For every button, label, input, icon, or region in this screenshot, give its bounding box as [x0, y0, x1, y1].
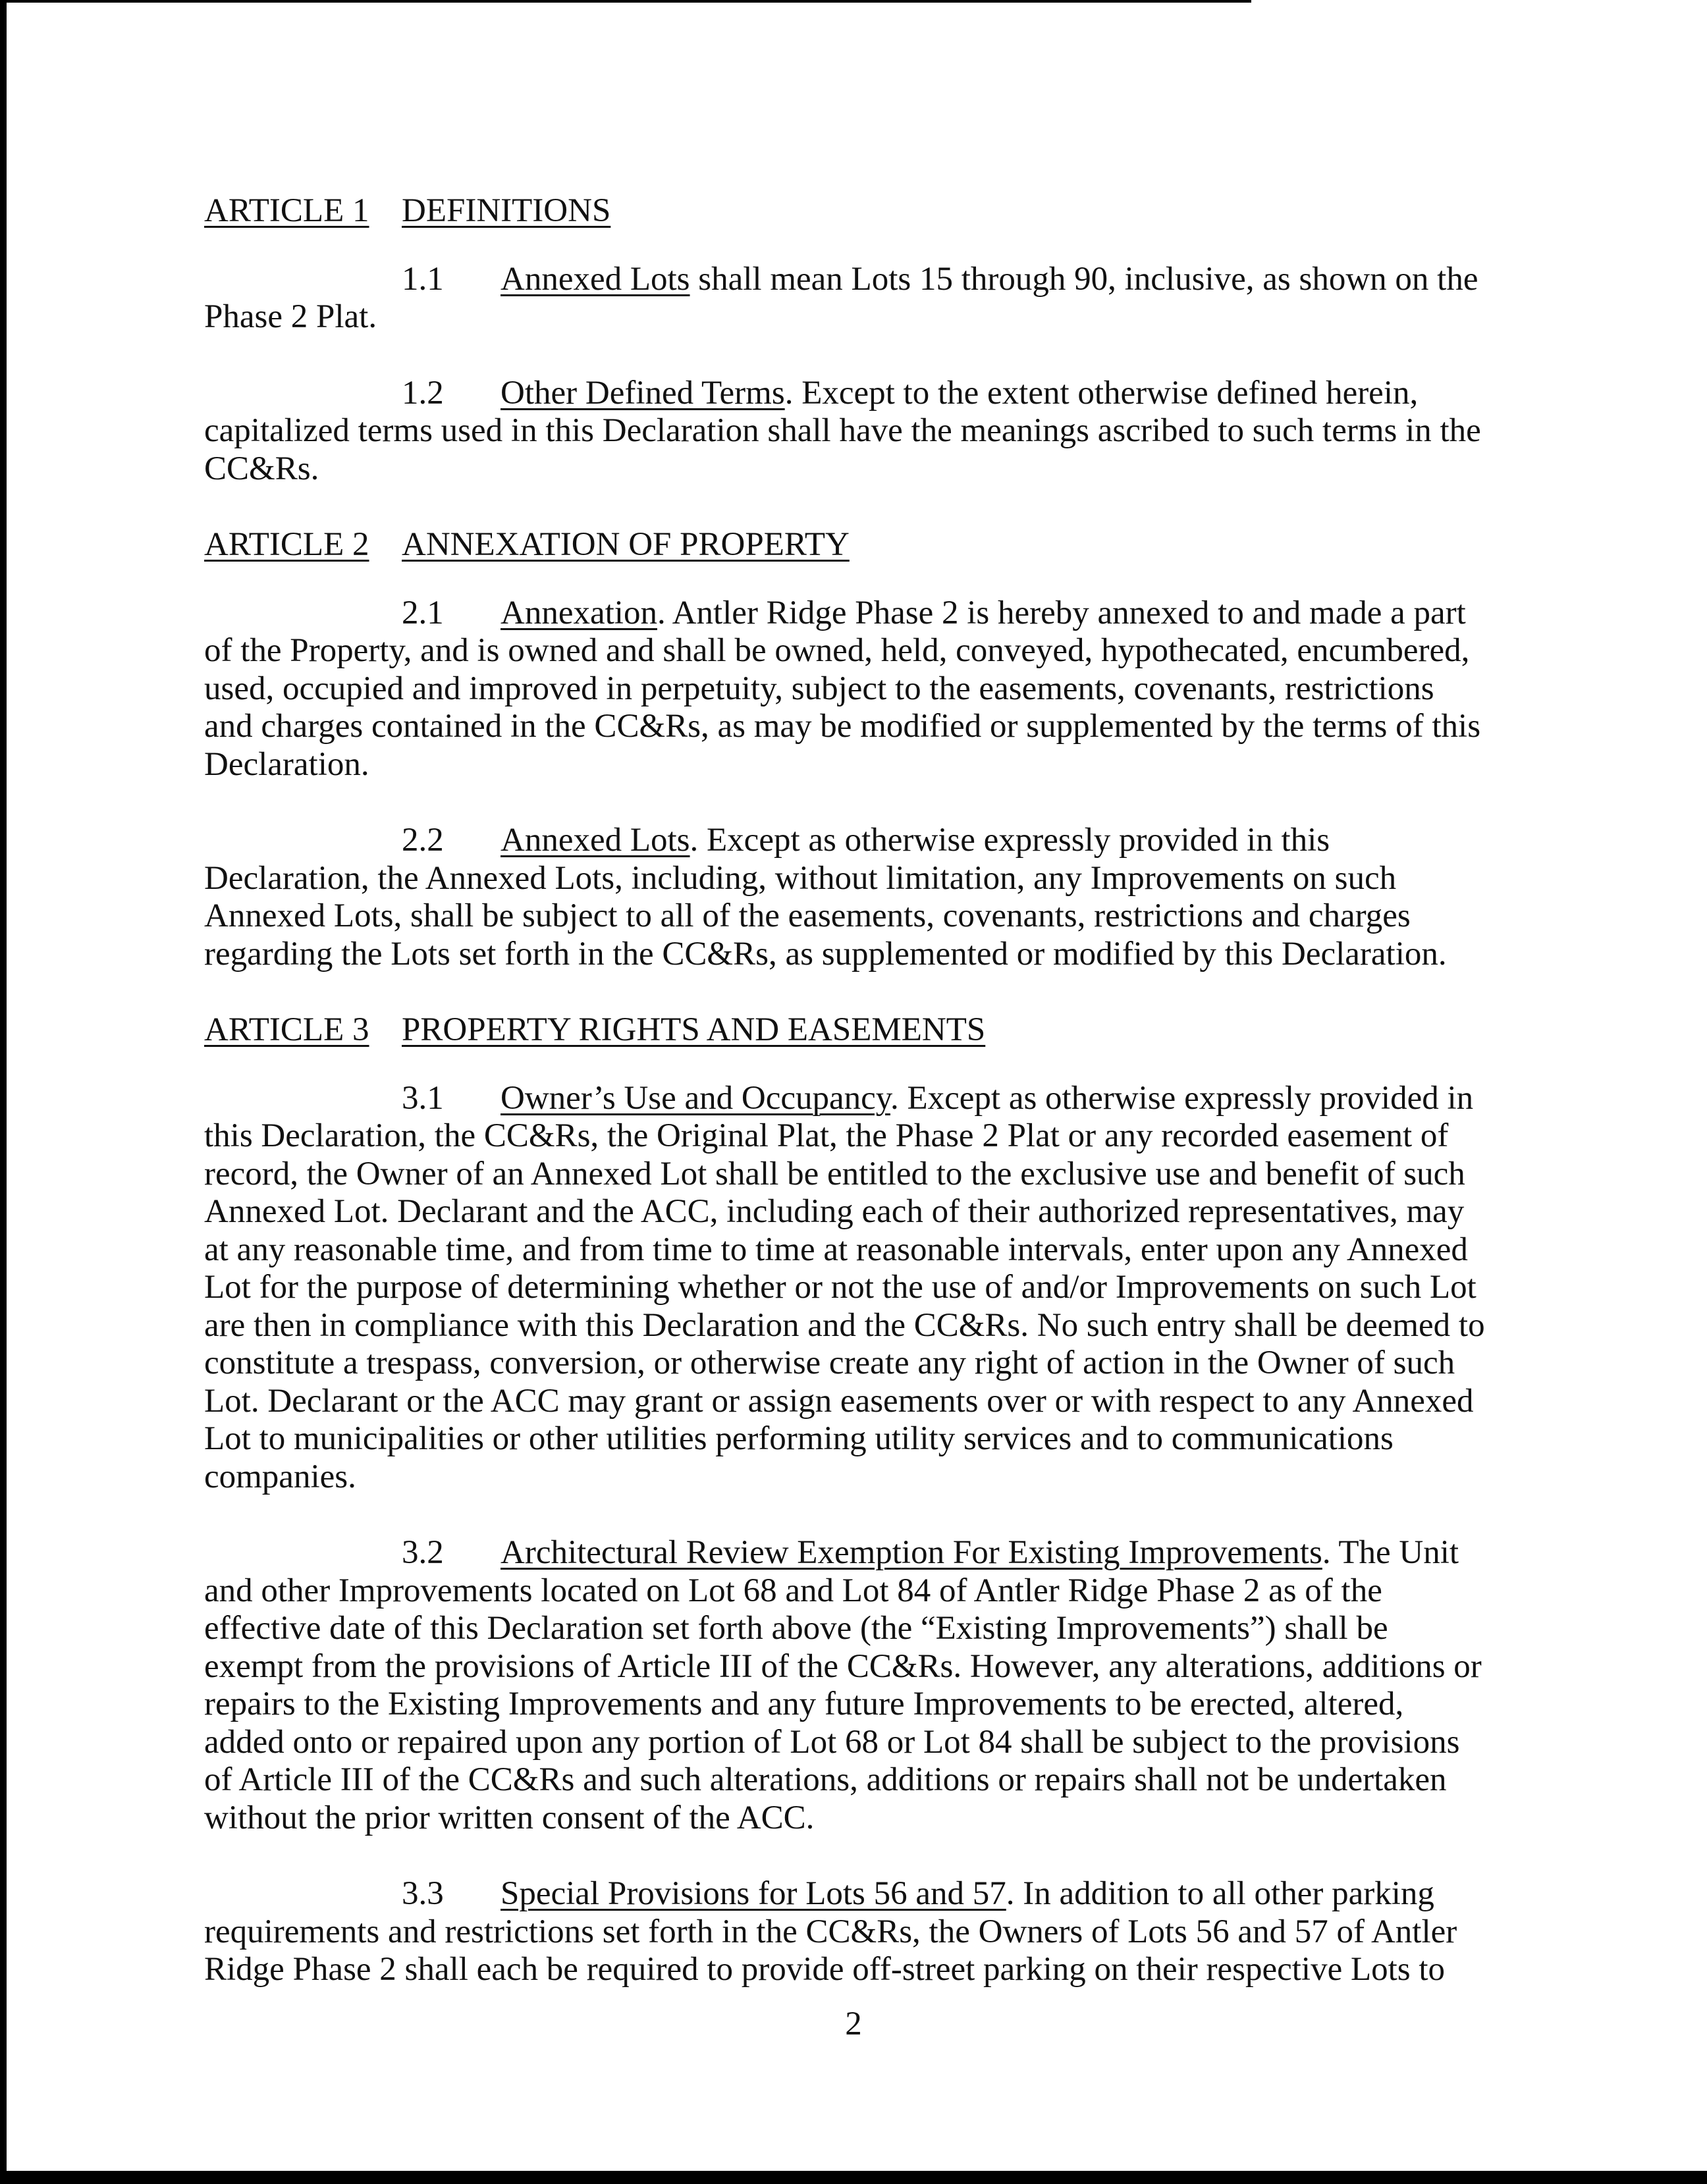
section-number: 1.2	[402, 374, 444, 412]
article-heading	[204, 526, 1485, 564]
section-paragraph	[204, 261, 1485, 336]
section-number: 3.3	[402, 1875, 444, 1912]
section-number: 3.2	[402, 1534, 444, 1571]
section-caption: Annexation	[501, 594, 657, 631]
scan-border-top	[0, 0, 1251, 3]
section-caption: Other Defined Terms	[501, 374, 785, 412]
article-title: DEFINITIONS	[402, 192, 611, 229]
section-caption: Owner’s Use and Occupancy	[501, 1079, 890, 1117]
section-paragraph	[204, 1080, 1485, 1497]
article-heading	[204, 1011, 1485, 1050]
section-number: 2.1	[402, 594, 444, 631]
section-paragraph	[204, 375, 1485, 489]
article-title: PROPERTY RIGHTS AND EASEMENTS	[402, 1011, 986, 1048]
page-number: 2	[845, 2006, 862, 2042]
section-number: 3.1	[402, 1079, 444, 1117]
document-body	[204, 192, 1485, 2027]
section-paragraph	[204, 822, 1485, 973]
section-paragraph	[204, 1534, 1485, 1837]
section-paragraph	[204, 595, 1485, 784]
section-text: . In addition to all other parking requirements and restrictions set forth in the CC&Rs, the Owners of Lots 56 and 57 of Antler Ridge Phase 2 shall each be required to provide off-street parking on their respective Lots to	[204, 1875, 1457, 1988]
section-text: . The Unit and other Improvements located on Lot 68 and Lot 84 of Antler Ridge Phase 2 as of the effective date of this Declaration set forth above (the “Existing Improvements”) shall be exempt from the provisions of Article III of the CC&Rs. However, any alterations, additions or repairs to the Existing Improvements and any future Improvements to be erected, altered, added onto or repaired upon any portion of Lot 68 or Lot 84 shall be subject to the provisions of Article III of the CC&Rs and such alterations, additions or repairs shall not be undertaken without the prior written consent of the ACC.	[204, 1534, 1482, 1836]
section-number: 1.1	[402, 260, 444, 298]
section-caption: Architectural Review Exemption For Existing Improvements	[501, 1534, 1322, 1571]
section-text: . Antler Ridge Phase 2 is hereby annexed to and made a part of the Property, and is owned and shall be owned, held, conveyed, hypothecated, encumbered, used, occupied and improved in perpetuity, subject to the easements, covenants, restrictions and charges contained in the CC&Rs, as may be modified or supplemented by the terms of this Declaration.	[204, 594, 1481, 783]
section-caption: Annexed Lots	[501, 260, 690, 298]
section-text: . Except as otherwise expressly provided in this Declaration, the CC&Rs, the Original Plat, the Phase 2 Plat or any recorded easement of record, the Owner of an Annexed Lot shall be entitled to the exclusive use and benefit of such Annexed Lot. Declarant and the ACC, including each of their authorized representatives, may at any reasonable time, and from time to time at reasonable intervals, enter upon any Annexed Lot for the purpose of determining whether or not the use of and/or Improvements on such Lot are then in compliance with this Declaration and the CC&Rs. No such entry shall be deemed to constitute a trespass, conversion, or otherwise create any right of action in the Owner of such Lot. Declarant or the ACC may grant or assign easements over or with respect to any Annexed Lot to municipalities or other utilities performing utility services and to communications companies.	[204, 1079, 1485, 1495]
section-text: . Except to the extent otherwise defined herein, capitalized terms used in this Declaration shall have the meanings ascribed to such terms in the CC&Rs.	[204, 374, 1481, 487]
section-text: shall mean Lots 15 through 90, inclusive, as shown on the Phase 2 Plat.	[204, 260, 1478, 335]
article-number: ARTICLE 2	[204, 526, 369, 563]
section-number: 2.2	[402, 822, 444, 859]
scan-border-bottom	[0, 2171, 1707, 2184]
section-text: . Except as otherwise expressly provided in this Declaration, the Annexed Lots, including, without limitation, any Improvements on such Annexed Lots, shall be subject to all of the easements, covenants, restrictions and charges regarding the Lots set forth in the CC&Rs, as supplemented or modified by this Declaration.	[204, 822, 1447, 972]
section-paragraph	[204, 1875, 1485, 1989]
article-title: ANNEXATION OF PROPERTY	[402, 526, 850, 563]
section-caption: Special Provisions for Lots 56 and 57	[501, 1875, 1006, 1912]
article-number: ARTICLE 1	[204, 192, 369, 229]
section-caption: Annexed Lots	[501, 822, 690, 859]
scan-border-left	[0, 0, 7, 2184]
article-number: ARTICLE 3	[204, 1011, 369, 1048]
article-heading	[204, 192, 1485, 230]
